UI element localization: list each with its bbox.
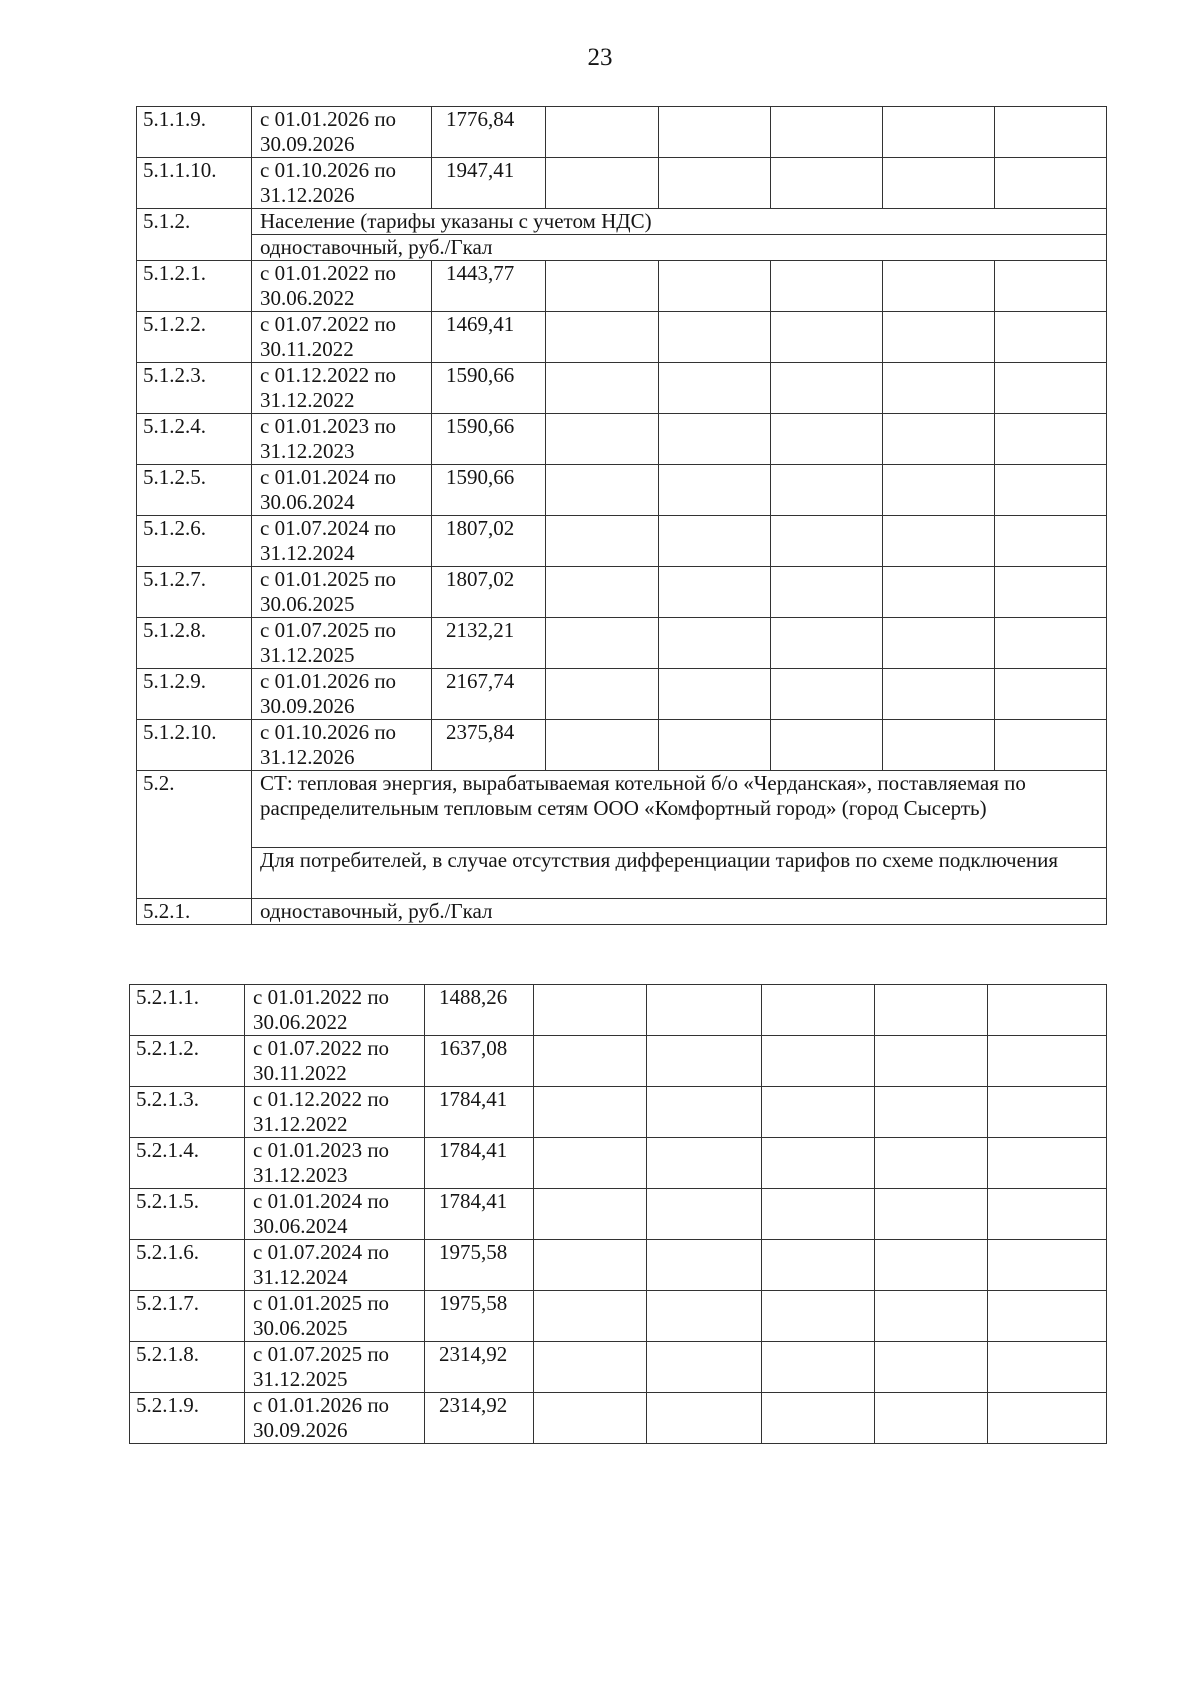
empty-cell (883, 465, 995, 516)
table-row (130, 1342, 1107, 1393)
empty-cell (771, 618, 883, 669)
rate-row (137, 899, 1107, 925)
rate-number: 5.2.1. (137, 899, 252, 925)
empty-cell (875, 1240, 988, 1291)
row-period: с 01.07.2022 по 30.11.2022 (245, 1036, 425, 1087)
rows-group-c (130, 985, 1107, 1444)
empty-cell (534, 1240, 647, 1291)
empty-cell (534, 1087, 647, 1138)
row-tariff-value: 1488,26 (425, 985, 534, 1036)
empty-cell (546, 414, 659, 465)
table-row (137, 363, 1107, 414)
row-period: с 01.01.2026 по 30.09.2026 (252, 107, 432, 158)
table-row (130, 1138, 1107, 1189)
row-period: с 01.01.2025 по 30.06.2025 (252, 567, 432, 618)
empty-cell (647, 1087, 762, 1138)
table-row (137, 567, 1107, 618)
empty-cell (875, 1138, 988, 1189)
row-tariff-value: 1443,77 (432, 261, 546, 312)
row-period: с 01.07.2022 по 30.11.2022 (252, 312, 432, 363)
empty-cell (875, 1291, 988, 1342)
row-number: 5.1.2.9. (137, 669, 252, 720)
empty-cell (546, 720, 659, 771)
empty-cell (988, 1036, 1107, 1087)
row-period: с 01.07.2024 по 31.12.2024 (252, 516, 432, 567)
empty-cell (762, 985, 875, 1036)
empty-cell (659, 618, 771, 669)
empty-cell (647, 1189, 762, 1240)
empty-cell (875, 1036, 988, 1087)
empty-cell (771, 567, 883, 618)
empty-cell (995, 465, 1107, 516)
table-row (130, 1087, 1107, 1138)
empty-cell (659, 516, 771, 567)
empty-cell (647, 1342, 762, 1393)
table-row (137, 516, 1107, 567)
row-tariff-value: 1784,41 (425, 1138, 534, 1189)
table-row (130, 1291, 1107, 1342)
row-tariff-value: 1590,66 (432, 414, 546, 465)
row-tariff-value: 1975,58 (425, 1291, 534, 1342)
row-number: 5.1.2.5. (137, 465, 252, 516)
empty-cell (988, 1342, 1107, 1393)
tariff-table-section-5-2-1 (129, 984, 1107, 1444)
row-number: 5.1.2.1. (137, 261, 252, 312)
row-number: 5.2.1.9. (130, 1393, 245, 1444)
empty-cell (988, 1240, 1107, 1291)
empty-cell (771, 516, 883, 567)
row-period: с 01.10.2026 по 31.12.2026 (252, 158, 432, 209)
empty-cell (762, 1342, 875, 1393)
empty-cell (659, 567, 771, 618)
consumers-row (137, 848, 1107, 899)
empty-cell (546, 516, 659, 567)
empty-cell (647, 1393, 762, 1444)
empty-cell (988, 1189, 1107, 1240)
empty-cell (647, 1240, 762, 1291)
row-number: 5.1.2.8. (137, 618, 252, 669)
section-number: 5.2. (137, 771, 252, 899)
table-row (130, 1189, 1107, 1240)
empty-cell (883, 567, 995, 618)
empty-cell (546, 312, 659, 363)
empty-cell (546, 363, 659, 414)
row-period: с 01.01.2024 по 30.06.2024 (245, 1189, 425, 1240)
empty-cell (988, 985, 1107, 1036)
row-number: 5.1.2.6. (137, 516, 252, 567)
empty-cell (659, 363, 771, 414)
empty-cell (659, 261, 771, 312)
row-tariff-value: 2314,92 (425, 1393, 534, 1444)
tariff-table-section-5-1 (136, 106, 1107, 925)
row-number: 5.1.2.7. (137, 567, 252, 618)
table-row (130, 1393, 1107, 1444)
row-period: с 01.01.2022 по 30.06.2022 (245, 985, 425, 1036)
empty-cell (647, 1036, 762, 1087)
group-rate-label: одноставочный, руб./Гкал (252, 235, 1107, 261)
empty-cell (875, 1342, 988, 1393)
row-period: с 01.01.2023 по 31.12.2023 (245, 1138, 425, 1189)
group-header-5-1-2 (137, 209, 1107, 261)
empty-cell (875, 1087, 988, 1138)
empty-cell (771, 669, 883, 720)
empty-cell (534, 1342, 647, 1393)
table-row (130, 1036, 1107, 1087)
table-row (137, 261, 1107, 312)
row-tariff-value: 1784,41 (425, 1087, 534, 1138)
empty-cell (883, 158, 995, 209)
empty-cell (995, 158, 1107, 209)
table-row (137, 107, 1107, 158)
row-tariff-value: 1590,66 (432, 363, 546, 414)
rows-group-b (137, 261, 1107, 771)
row-period: с 01.01.2025 по 30.06.2025 (245, 1291, 425, 1342)
empty-cell (546, 669, 659, 720)
empty-cell (546, 107, 659, 158)
empty-cell (771, 363, 883, 414)
empty-cell (883, 618, 995, 669)
empty-cell (995, 516, 1107, 567)
group-title: Население (тарифы указаны с учетом НДС) (252, 209, 1107, 235)
empty-cell (771, 465, 883, 516)
empty-cell (762, 1240, 875, 1291)
empty-cell (762, 1087, 875, 1138)
empty-cell (883, 720, 995, 771)
empty-cell (771, 261, 883, 312)
empty-cell (534, 1138, 647, 1189)
empty-cell (995, 618, 1107, 669)
row-period: с 01.01.2022 по 30.06.2022 (252, 261, 432, 312)
empty-cell (546, 158, 659, 209)
empty-cell (995, 363, 1107, 414)
empty-cell (546, 261, 659, 312)
section-title-row (137, 771, 1107, 848)
section-title: СТ: тепловая энергия, вырабатываемая котельной б/о «Черданская», поставляемая по распределительным тепловым сетям ООО «Комфортный город» (город Сысерть) (252, 771, 1107, 848)
empty-cell (534, 1291, 647, 1342)
row-number: 5.2.1.3. (130, 1087, 245, 1138)
empty-cell (988, 1087, 1107, 1138)
rate-label: одноставочный, руб./Гкал (252, 899, 1107, 925)
empty-cell (771, 312, 883, 363)
row-tariff-value: 1637,08 (425, 1036, 534, 1087)
empty-cell (771, 414, 883, 465)
empty-cell (762, 1393, 875, 1444)
empty-cell (883, 669, 995, 720)
group-number: 5.1.2. (137, 209, 252, 261)
row-tariff-value: 1807,02 (432, 567, 546, 618)
group-title-row (137, 209, 1107, 235)
row-tariff-value: 2167,74 (432, 669, 546, 720)
row-number: 5.2.1.8. (130, 1342, 245, 1393)
page-number: 23 (587, 44, 613, 71)
empty-cell (875, 1393, 988, 1444)
row-period: с 01.12.2022 по 31.12.2022 (252, 363, 432, 414)
row-tariff-value: 1807,02 (432, 516, 546, 567)
empty-cell (995, 414, 1107, 465)
empty-cell (875, 985, 988, 1036)
row-number: 5.2.1.5. (130, 1189, 245, 1240)
empty-cell (988, 1393, 1107, 1444)
table-row (137, 618, 1107, 669)
row-period: с 01.12.2022 по 31.12.2022 (245, 1087, 425, 1138)
empty-cell (659, 669, 771, 720)
empty-cell (883, 261, 995, 312)
empty-cell (546, 618, 659, 669)
row-period: с 01.07.2025 по 31.12.2025 (245, 1342, 425, 1393)
row-number: 5.2.1.6. (130, 1240, 245, 1291)
empty-cell (762, 1138, 875, 1189)
empty-cell (995, 669, 1107, 720)
empty-cell (659, 312, 771, 363)
empty-cell (988, 1291, 1107, 1342)
empty-cell (659, 414, 771, 465)
empty-cell (883, 414, 995, 465)
empty-cell (771, 158, 883, 209)
empty-cell (659, 158, 771, 209)
row-tariff-value: 2132,21 (432, 618, 546, 669)
row-period: с 01.01.2026 по 30.09.2026 (245, 1393, 425, 1444)
empty-cell (647, 1138, 762, 1189)
row-tariff-value: 1776,84 (432, 107, 546, 158)
row-number: 5.2.1.2. (130, 1036, 245, 1087)
row-number: 5.1.2.3. (137, 363, 252, 414)
empty-cell (534, 1036, 647, 1087)
consumers-note: Для потребителей, в случае отсутствия дифференциации тарифов по схеме подключения (252, 848, 1107, 899)
row-number: 5.2.1.1. (130, 985, 245, 1036)
group-rate-row (137, 235, 1107, 261)
empty-cell (546, 465, 659, 516)
row-number: 5.1.1.9. (137, 107, 252, 158)
row-number: 5.1.2.2. (137, 312, 252, 363)
empty-cell (647, 985, 762, 1036)
table-row (130, 1240, 1107, 1291)
empty-cell (534, 1393, 647, 1444)
empty-cell (771, 720, 883, 771)
empty-cell (659, 720, 771, 771)
empty-cell (875, 1189, 988, 1240)
row-number: 5.1.2.10. (137, 720, 252, 771)
row-period: с 01.01.2024 по 30.06.2024 (252, 465, 432, 516)
rows-group-a (137, 107, 1107, 209)
empty-cell (988, 1138, 1107, 1189)
empty-cell (546, 567, 659, 618)
empty-cell (534, 1189, 647, 1240)
row-number: 5.1.1.10. (137, 158, 252, 209)
empty-cell (883, 363, 995, 414)
row-period: с 01.07.2025 по 31.12.2025 (252, 618, 432, 669)
row-tariff-value: 1469,41 (432, 312, 546, 363)
section-5-2-header (137, 771, 1107, 925)
row-tariff-value: 2375,84 (432, 720, 546, 771)
row-number: 5.1.2.4. (137, 414, 252, 465)
empty-cell (659, 107, 771, 158)
empty-cell (995, 107, 1107, 158)
row-tariff-value: 2314,92 (425, 1342, 534, 1393)
empty-cell (647, 1291, 762, 1342)
row-period: с 01.01.2026 по 30.09.2026 (252, 669, 432, 720)
row-number: 5.2.1.4. (130, 1138, 245, 1189)
empty-cell (995, 261, 1107, 312)
row-tariff-value: 1947,41 (432, 158, 546, 209)
empty-cell (762, 1036, 875, 1087)
table-row (130, 985, 1107, 1036)
empty-cell (771, 107, 883, 158)
table-row (137, 465, 1107, 516)
table-row (137, 720, 1107, 771)
empty-cell (883, 516, 995, 567)
empty-cell (659, 465, 771, 516)
row-period: с 01.07.2024 по 31.12.2024 (245, 1240, 425, 1291)
row-number: 5.2.1.7. (130, 1291, 245, 1342)
empty-cell (762, 1291, 875, 1342)
empty-cell (883, 107, 995, 158)
row-tariff-value: 1590,66 (432, 465, 546, 516)
row-tariff-value: 1975,58 (425, 1240, 534, 1291)
empty-cell (995, 567, 1107, 618)
table-row (137, 669, 1107, 720)
table-row (137, 312, 1107, 363)
empty-cell (762, 1189, 875, 1240)
empty-cell (995, 720, 1107, 771)
row-period: с 01.10.2026 по 31.12.2026 (252, 720, 432, 771)
row-tariff-value: 1784,41 (425, 1189, 534, 1240)
table-row (137, 158, 1107, 209)
empty-cell (995, 312, 1107, 363)
empty-cell (534, 985, 647, 1036)
table-row (137, 414, 1107, 465)
row-period: с 01.01.2023 по 31.12.2023 (252, 414, 432, 465)
empty-cell (883, 312, 995, 363)
